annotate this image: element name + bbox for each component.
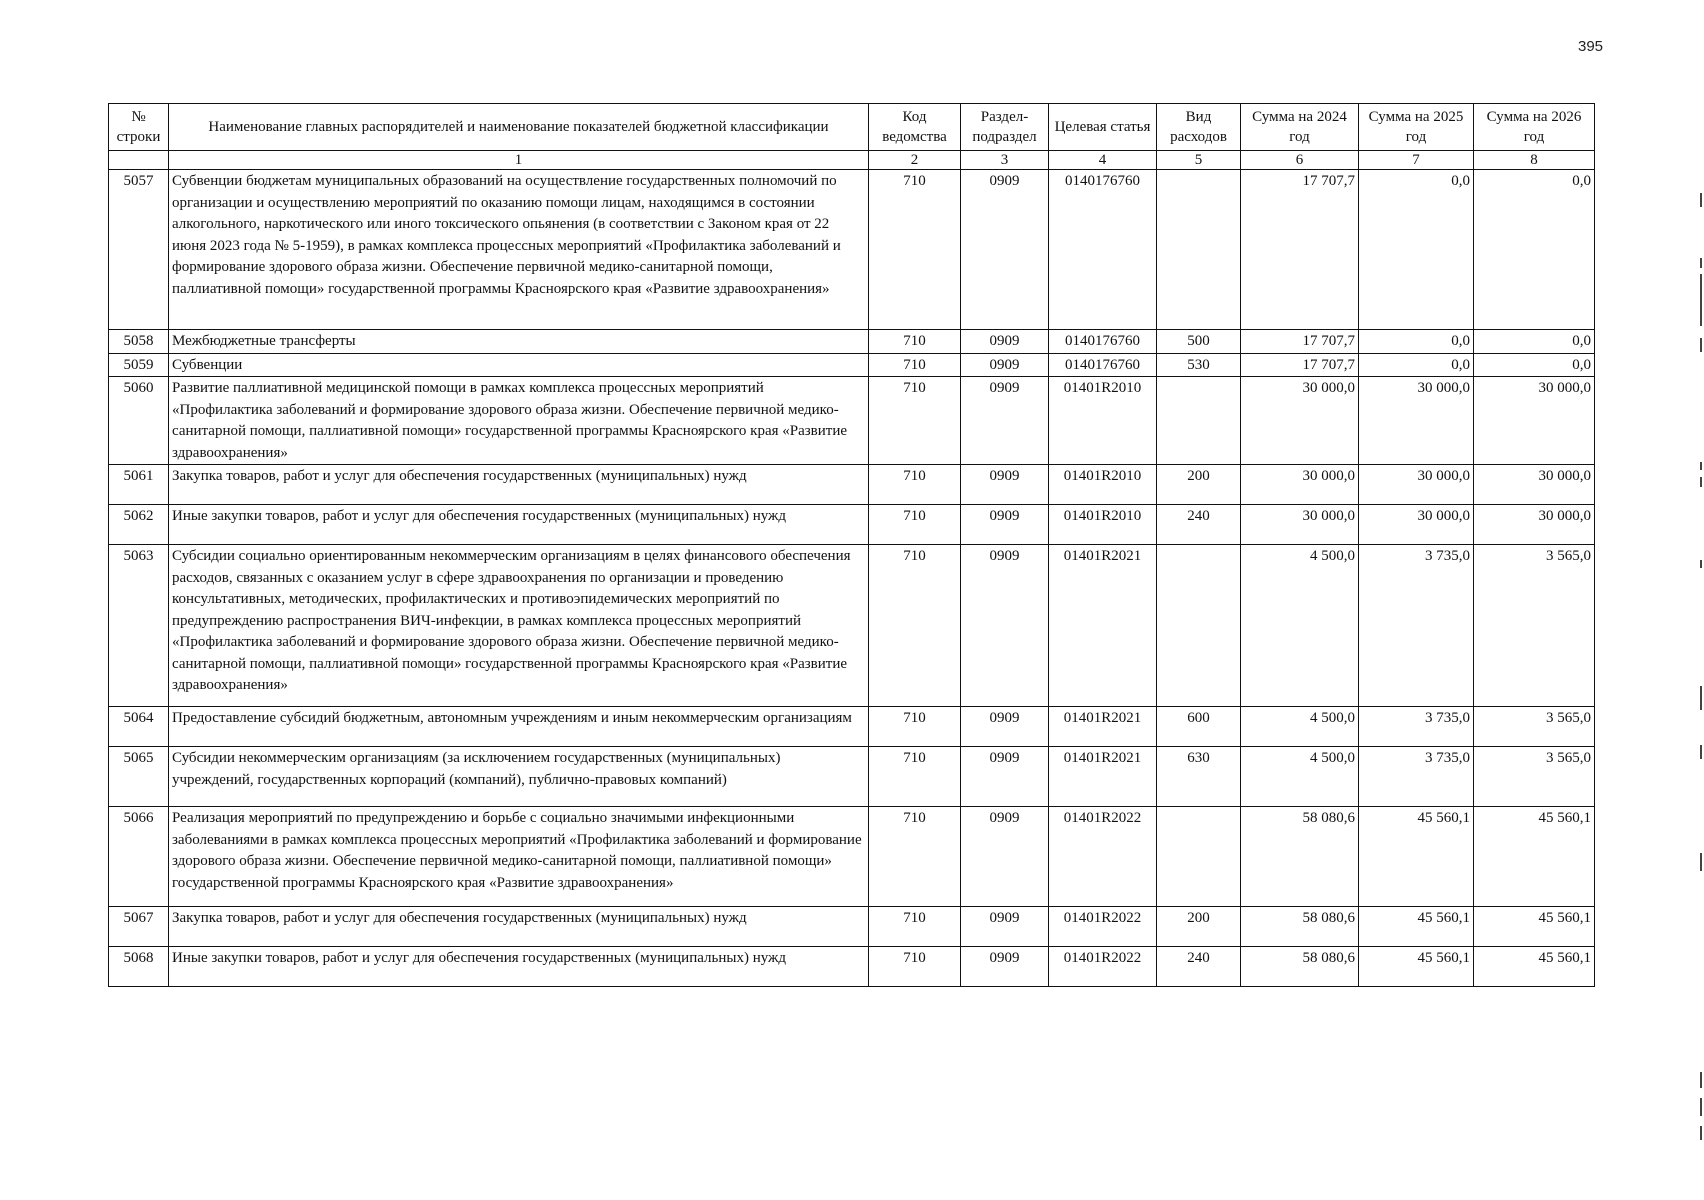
row-name: Субсидии социально ориентированным некоммерческим организациям в целях финансового обеспечения расходов, связанных с оказанием услуг в сфере здравоохранения по организации и проведению консультативных, методических, профилактических и противоэпидемических мероприятий по предупреждению распространения ВИЧ-инфекции, в рамках комплекса процессных мероприятий «Профилактика заболеваний и формирование здорового образа жизни. Обеспечение первичной медико-санитарной помощи, паллиативной помощи» государственной программы Красноярского края «Развитие здравоохранения» [169,545,869,707]
dept-code: 710 [869,545,961,707]
sum-2024: 58 080,6 [1241,947,1359,987]
row-name: Закупка товаров, работ и услуг для обеспечения государственных (муниципальных) нужд [169,907,869,947]
sum-2024: 4 500,0 [1241,545,1359,707]
sum-2026: 3 565,0 [1474,747,1595,807]
section-code: 0909 [961,353,1049,377]
row-name: Предоставление субсидий бюджетным, автономным учреждениям и иным некоммерческим организациям [169,707,869,747]
sum-2024: 30 000,0 [1241,377,1359,465]
table-row [109,505,1595,545]
row-name: Реализация мероприятий по предупреждению и борьбе с социально значимыми инфекционными заболеваниями в рамках комплекса процессных мероприятий «Профилактика заболеваний и формирование здорового образа жизни. Обеспечение первичной медико-санитарной помощи, паллиативной помощи» государственной программы Красноярского края «Развитие здравоохранения» [169,807,869,907]
header-target-article: Целевая статья [1049,104,1157,151]
expense-type: 600 [1157,707,1241,747]
section-code: 0909 [961,947,1049,987]
sum-2026: 3 565,0 [1474,707,1595,747]
dept-code: 710 [869,807,961,907]
sum-2026: 0,0 [1474,170,1595,330]
sum-2026: 3 565,0 [1474,545,1595,707]
budget-table [108,103,1595,987]
expense-type: 530 [1157,353,1241,377]
section-code: 0909 [961,465,1049,505]
sum-2025: 3 735,0 [1359,545,1474,707]
sum-2025: 30 000,0 [1359,505,1474,545]
table-row [109,170,1595,330]
expense-type: 200 [1157,465,1241,505]
row-name: Закупка товаров, работ и услуг для обеспечения государственных (муниципальных) нужд [169,465,869,505]
sum-2024: 30 000,0 [1241,465,1359,505]
section-code: 0909 [961,747,1049,807]
row-number: 5061 [109,465,169,505]
section-code: 0909 [961,170,1049,330]
column-number: 7 [1359,151,1474,170]
column-number: 2 [869,151,961,170]
sum-2024: 58 080,6 [1241,907,1359,947]
column-number [109,151,169,170]
header-name: Наименование главных распорядителей и наименование показателей бюджетной классификации [169,104,869,151]
row-name: Межбюджетные трансферты [169,330,869,354]
column-number: 5 [1157,151,1241,170]
row-number: 5065 [109,747,169,807]
row-number: 5066 [109,807,169,907]
scan-edge-marks [1700,0,1703,1200]
sum-2025: 3 735,0 [1359,707,1474,747]
column-number: 8 [1474,151,1595,170]
expense-type: 630 [1157,747,1241,807]
row-name: Иные закупки товаров, работ и услуг для обеспечения государственных (муниципальных) нужд [169,505,869,545]
sum-2025: 45 560,1 [1359,947,1474,987]
sum-2024: 58 080,6 [1241,807,1359,907]
sum-2025: 30 000,0 [1359,377,1474,465]
header-sum-2025: Сумма на 2025 год [1359,104,1474,151]
row-number: 5057 [109,170,169,330]
sum-2025: 0,0 [1359,330,1474,354]
dept-code: 710 [869,947,961,987]
target-article: 01401R2010 [1049,505,1157,545]
column-number-row [109,151,1595,170]
table-row [109,353,1595,377]
row-number: 5063 [109,545,169,707]
row-number: 5059 [109,353,169,377]
header-sum-2026: Сумма на 2026 год [1474,104,1595,151]
sum-2025: 0,0 [1359,170,1474,330]
section-code: 0909 [961,707,1049,747]
table-row [109,747,1595,807]
dept-code: 710 [869,377,961,465]
expense-type: 500 [1157,330,1241,354]
dept-code: 710 [869,330,961,354]
row-number: 5064 [109,707,169,747]
expense-type: 240 [1157,505,1241,545]
sum-2026: 45 560,1 [1474,807,1595,907]
dept-code: 710 [869,707,961,747]
target-article: 01401R2022 [1049,807,1157,907]
sum-2026: 30 000,0 [1474,377,1595,465]
header-row-number: № строки [109,104,169,151]
expense-type: 200 [1157,907,1241,947]
dept-code: 710 [869,747,961,807]
target-article: 01401R2021 [1049,545,1157,707]
header-expense-type: Вид расходов [1157,104,1241,151]
dept-code: 710 [869,505,961,545]
column-number: 4 [1049,151,1157,170]
target-article: 01401R2010 [1049,465,1157,505]
section-code: 0909 [961,907,1049,947]
column-number: 1 [169,151,869,170]
sum-2024: 4 500,0 [1241,747,1359,807]
table-body [109,170,1595,987]
table-row [109,947,1595,987]
row-name: Субвенции бюджетам муниципальных образований на осуществление государственных полномочий по организации и осуществлению мероприятий по оказанию помощи лицам, находящимся в состоянии алкогольного, наркотического или иного токсического опьянения (в соответствии с Законом края от 22 июня 2023 года № 5-1959), в рамках комплекса процессных мероприятий «Профилактика заболеваний и формирование здорового образа жизни. Обеспечение первичной медико-санитарной помощи, паллиативной помощи» государственной программы Красноярского края «Развитие здравоохранения» [169,170,869,330]
target-article: 01401R2010 [1049,377,1157,465]
header-row [109,104,1595,151]
section-code: 0909 [961,330,1049,354]
target-article: 01401R2022 [1049,907,1157,947]
expense-type [1157,377,1241,465]
table-row [109,707,1595,747]
sum-2024: 17 707,7 [1241,170,1359,330]
target-article: 0140176760 [1049,330,1157,354]
row-number: 5060 [109,377,169,465]
row-number: 5067 [109,907,169,947]
table-row [109,465,1595,505]
sum-2024: 17 707,7 [1241,353,1359,377]
section-code: 0909 [961,545,1049,707]
column-number: 3 [961,151,1049,170]
table-row [109,807,1595,907]
target-article: 01401R2021 [1049,707,1157,747]
section-code: 0909 [961,807,1049,907]
row-name: Субсидии некоммерческим организациям (за исключением государственных (муниципальных) учреждений, государственных корпораций (компаний), публично-правовых компаний) [169,747,869,807]
sum-2025: 30 000,0 [1359,465,1474,505]
table-row [109,330,1595,354]
row-number: 5068 [109,947,169,987]
expense-type [1157,170,1241,330]
expense-type [1157,545,1241,707]
column-number: 6 [1241,151,1359,170]
dept-code: 710 [869,170,961,330]
expense-type [1157,807,1241,907]
sum-2026: 0,0 [1474,353,1595,377]
sum-2025: 45 560,1 [1359,907,1474,947]
sum-2026: 45 560,1 [1474,907,1595,947]
target-article: 01401R2021 [1049,747,1157,807]
page-number: 395 [1578,38,1604,55]
sum-2026: 30 000,0 [1474,505,1595,545]
section-code: 0909 [961,377,1049,465]
dept-code: 710 [869,353,961,377]
row-name: Субвенции [169,353,869,377]
dept-code: 710 [869,907,961,947]
row-number: 5058 [109,330,169,354]
sum-2025: 3 735,0 [1359,747,1474,807]
sum-2025: 45 560,1 [1359,807,1474,907]
section-code: 0909 [961,505,1049,545]
sum-2026: 45 560,1 [1474,947,1595,987]
table-row [109,907,1595,947]
sum-2026: 30 000,0 [1474,465,1595,505]
header-sum-2024: Сумма на 2024 год [1241,104,1359,151]
expense-type: 240 [1157,947,1241,987]
dept-code: 710 [869,465,961,505]
sum-2026: 0,0 [1474,330,1595,354]
header-section: Раздел-подраздел [961,104,1049,151]
target-article: 01401R2022 [1049,947,1157,987]
sum-2024: 17 707,7 [1241,330,1359,354]
target-article: 0140176760 [1049,170,1157,330]
row-name: Развитие паллиативной медицинской помощи в рамках комплекса процессных мероприятий «Профилактика заболеваний и формирование здорового образа жизни. Обеспечение первичной медико-санитарной помощи, паллиативной помощи» государственной программы Красноярского края «Развитие здравоохранения» [169,377,869,465]
table-row [109,377,1595,465]
sum-2024: 30 000,0 [1241,505,1359,545]
row-number: 5062 [109,505,169,545]
table-row [109,545,1595,707]
sum-2025: 0,0 [1359,353,1474,377]
sum-2024: 4 500,0 [1241,707,1359,747]
row-name: Иные закупки товаров, работ и услуг для обеспечения государственных (муниципальных) нужд [169,947,869,987]
header-dept-code: Код ведомства [869,104,961,151]
target-article: 0140176760 [1049,353,1157,377]
